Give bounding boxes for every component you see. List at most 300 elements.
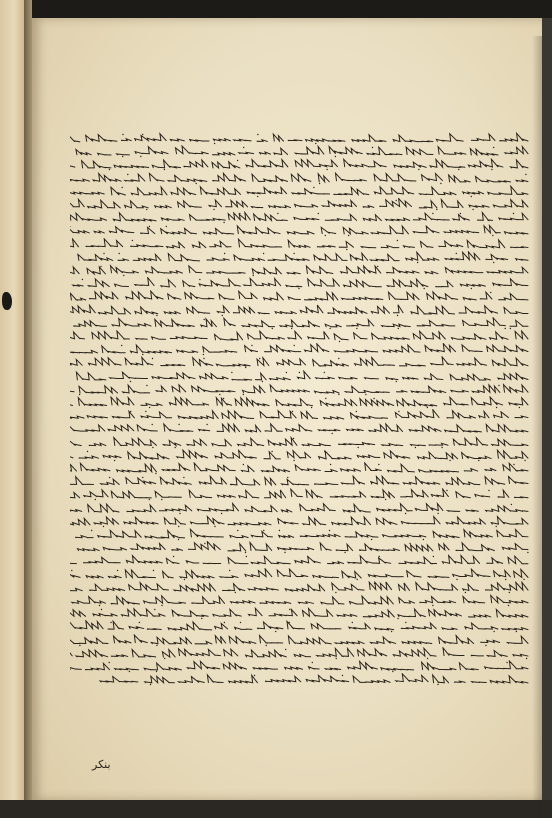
ink-word <box>485 661 528 669</box>
ink-word <box>332 517 371 525</box>
ink-word <box>299 602 314 604</box>
ink-dot <box>352 622 353 623</box>
ink-word <box>395 410 439 418</box>
ink-word <box>499 213 528 219</box>
ink-word <box>371 306 389 313</box>
ink-word <box>126 478 156 484</box>
ink-word <box>344 280 382 287</box>
ink-dot <box>342 675 343 676</box>
ink-word <box>243 386 266 393</box>
ink-word <box>339 241 354 247</box>
ink-dot <box>221 512 222 513</box>
ink-word <box>311 624 341 629</box>
ink-dot <box>214 143 215 144</box>
ink-word <box>117 154 130 155</box>
ink-word <box>446 517 485 524</box>
ink-dot <box>199 279 200 280</box>
ink-word <box>445 268 483 273</box>
ink-word <box>70 385 74 392</box>
ink-dot <box>339 341 340 342</box>
ink-word <box>239 239 282 247</box>
ink-word <box>446 478 480 485</box>
ink-word <box>144 663 181 670</box>
ink-stroke <box>70 528 530 541</box>
ink-word <box>287 232 314 235</box>
ink-word <box>516 180 528 182</box>
ink-word <box>207 675 223 683</box>
ink-word <box>480 640 499 642</box>
ink-word <box>492 439 528 445</box>
ink-word <box>505 147 528 154</box>
ink-word <box>438 147 466 155</box>
ink-word <box>381 668 414 670</box>
ink-word <box>111 655 128 656</box>
manuscript-line <box>70 132 530 145</box>
ink-stroke <box>70 211 530 224</box>
ink-word <box>177 350 198 352</box>
ink-word <box>140 228 155 234</box>
ink-word <box>257 140 268 142</box>
ink-dot <box>286 371 287 372</box>
ink-stroke <box>70 343 530 356</box>
ink-word <box>500 133 529 141</box>
ink-word <box>188 542 220 550</box>
ink-word <box>70 160 75 167</box>
ink-word <box>371 636 396 643</box>
ink-word <box>318 173 329 181</box>
ink-word <box>355 358 395 366</box>
ink-word <box>485 582 528 590</box>
ink-dot <box>82 279 83 280</box>
manuscript-line <box>70 436 530 449</box>
ink-stroke <box>70 264 530 277</box>
ink-word <box>345 386 389 392</box>
ink-word <box>471 655 484 656</box>
ink-word <box>427 292 458 300</box>
manuscript-line <box>70 304 530 317</box>
ink-word <box>83 558 120 564</box>
manuscript-line <box>70 330 530 343</box>
ink-word <box>164 311 180 313</box>
ink-word <box>129 627 144 629</box>
ink-word <box>346 319 374 325</box>
ink-word <box>338 442 375 444</box>
ink-word <box>161 280 176 287</box>
manuscript-line <box>70 158 530 171</box>
ink-word <box>200 373 229 378</box>
ink-word <box>439 635 474 643</box>
ink-dot <box>201 618 202 619</box>
ink-word <box>247 187 286 193</box>
ink-word <box>486 254 508 259</box>
ink-word <box>166 559 179 564</box>
ink-word <box>278 548 314 550</box>
ink-dot <box>405 512 406 513</box>
ink-word <box>358 649 387 656</box>
ink-word <box>399 583 410 591</box>
ink-dot <box>155 473 156 474</box>
ink-word <box>376 518 397 524</box>
ink-word <box>260 411 296 418</box>
ink-word <box>168 175 207 181</box>
ink-word <box>70 667 81 669</box>
ink-word <box>514 569 528 577</box>
ink-word <box>330 492 366 497</box>
ink-dot <box>203 358 204 359</box>
ink-word <box>485 469 496 471</box>
manuscript-line <box>70 515 530 528</box>
ink-word <box>422 173 443 180</box>
ink-word <box>125 201 149 208</box>
ink-dot <box>493 631 494 632</box>
ink-word <box>325 215 357 221</box>
ink-word <box>295 147 324 155</box>
ink-word <box>84 490 108 497</box>
ink-dot <box>100 266 101 267</box>
ink-word <box>170 397 209 405</box>
ink-dot <box>161 605 162 606</box>
ink-word <box>151 637 191 644</box>
ink-dot <box>374 583 375 584</box>
ink-word <box>168 253 199 260</box>
ink-word <box>308 279 340 286</box>
ink-dot <box>490 292 491 293</box>
ink-word <box>460 284 485 286</box>
ink-dot <box>87 451 88 452</box>
ink-word <box>399 364 425 366</box>
ink-word <box>316 377 335 378</box>
ink-word <box>280 320 319 327</box>
ink-word <box>149 173 164 181</box>
ink-word <box>350 253 367 260</box>
ink-word <box>321 228 336 234</box>
ink-word <box>325 470 338 472</box>
ink-word <box>417 320 455 325</box>
ink-word <box>242 466 255 472</box>
ink-word <box>155 206 172 208</box>
ink-word <box>192 386 235 392</box>
ink-word <box>444 397 468 405</box>
ink-word <box>220 575 238 577</box>
ink-word <box>319 451 352 459</box>
ink-word <box>315 390 340 393</box>
ink-word <box>294 654 310 656</box>
ink-word <box>477 213 492 221</box>
ink-dot <box>465 592 466 593</box>
ink-word <box>113 411 135 418</box>
ink-word <box>447 411 476 418</box>
ink-dot <box>122 156 123 157</box>
binding-gutter <box>24 0 32 800</box>
ink-word <box>70 347 97 353</box>
ink-word <box>445 252 480 260</box>
ink-word <box>209 200 221 207</box>
ink-word <box>285 584 324 590</box>
ink-word <box>479 412 489 418</box>
ink-word <box>416 582 458 590</box>
ink-dot <box>204 319 205 320</box>
ink-word <box>164 424 193 431</box>
ink-word <box>463 191 484 193</box>
ink-word <box>303 609 333 617</box>
ink-word <box>124 517 158 524</box>
ink-word <box>131 544 165 550</box>
ink-word <box>128 452 169 459</box>
ink-word <box>439 544 449 550</box>
ink-word <box>111 491 151 498</box>
ink-dot <box>398 328 399 329</box>
ink-dot <box>398 411 399 412</box>
ink-word <box>103 455 121 457</box>
ink-word <box>93 614 117 616</box>
ink-word <box>132 649 156 656</box>
ink-dot <box>346 248 347 249</box>
ink-dot <box>119 253 120 254</box>
ink-word <box>368 574 403 576</box>
ink-stroke <box>70 422 530 435</box>
ink-word <box>415 503 443 510</box>
ink-word <box>235 398 269 406</box>
ink-dot <box>161 499 162 500</box>
ink-dot <box>253 275 254 276</box>
ink-dot <box>311 407 312 408</box>
ink-word <box>510 246 528 247</box>
ink-word <box>228 558 248 564</box>
ink-word <box>171 187 196 194</box>
ink-word <box>270 385 309 392</box>
ink-dot <box>142 134 143 135</box>
ink-word <box>237 226 280 234</box>
ink-word <box>234 255 265 260</box>
ink-word <box>225 200 247 207</box>
ink-word <box>405 545 433 551</box>
ink-word <box>114 437 157 445</box>
manuscript-line <box>70 502 530 515</box>
ink-word <box>126 556 162 563</box>
ink-dot <box>478 460 479 461</box>
ink-word <box>170 337 207 339</box>
ink-word <box>381 245 399 247</box>
ink-word <box>76 150 91 155</box>
ink-word <box>497 450 528 458</box>
manuscript-line <box>70 541 530 554</box>
ink-word <box>484 226 500 233</box>
ink-word <box>454 681 465 682</box>
ink-word <box>406 252 439 260</box>
ink-word <box>200 187 240 195</box>
ink-word <box>164 518 185 524</box>
ink-dot <box>257 196 258 197</box>
ink-word <box>111 266 139 273</box>
ink-word <box>239 292 257 299</box>
ink-dot <box>348 235 349 236</box>
ink-word <box>320 399 357 405</box>
ink-dot <box>152 358 153 359</box>
ink-word <box>70 572 80 577</box>
ink-word <box>70 173 89 181</box>
ink-word <box>174 583 215 590</box>
ink-word <box>98 530 141 537</box>
ink-word <box>406 147 433 154</box>
ink-word <box>121 139 131 141</box>
ink-word <box>269 206 291 208</box>
ink-word <box>252 174 288 181</box>
ink-word <box>229 636 256 643</box>
ink-dot <box>196 182 197 183</box>
ink-word <box>203 229 233 235</box>
ink-word <box>163 440 180 445</box>
ink-dot <box>329 328 330 329</box>
ink-word <box>170 139 184 141</box>
ink-dot <box>146 209 147 210</box>
ink-word <box>352 135 386 142</box>
ink-dot <box>385 499 386 500</box>
ink-dot <box>427 407 428 408</box>
ink-word <box>431 357 453 365</box>
ink-word <box>288 635 331 643</box>
ink-stroke <box>70 396 530 409</box>
ink-word <box>141 412 172 418</box>
ink-dot <box>254 675 255 676</box>
manuscript-line <box>70 356 530 369</box>
ink-word <box>215 450 256 458</box>
ink-stroke <box>70 436 530 449</box>
ink-dot <box>154 609 155 610</box>
ink-word <box>282 480 309 485</box>
ink-word <box>288 331 301 339</box>
ink-word <box>463 318 506 326</box>
ink-word <box>167 242 185 248</box>
ink-dot <box>79 644 80 645</box>
ink-word <box>371 490 394 498</box>
ink-word <box>76 372 105 380</box>
ink-word <box>509 477 529 484</box>
ink-word <box>411 386 446 392</box>
ink-dot <box>335 592 336 593</box>
ink-word <box>273 134 283 141</box>
ink-word <box>422 662 456 669</box>
ink-word <box>131 345 172 353</box>
ink-word <box>491 516 528 524</box>
ink-word <box>189 266 202 273</box>
ink-word <box>320 543 331 550</box>
ink-stroke <box>70 238 530 251</box>
ink-word <box>504 307 528 313</box>
ink-dot <box>70 226 71 227</box>
ink-word <box>325 668 340 669</box>
ink-dot <box>178 424 179 425</box>
page-edge-shadow <box>532 36 542 818</box>
ink-word <box>228 544 246 551</box>
ink-word <box>509 398 528 405</box>
ink-word <box>344 160 386 167</box>
ink-word <box>403 377 418 379</box>
ink-word <box>472 682 487 683</box>
ink-dot <box>101 609 102 610</box>
ink-dot <box>492 235 493 236</box>
ink-dot <box>142 477 143 478</box>
ink-dot <box>325 235 326 236</box>
ink-word <box>334 187 369 194</box>
ink-word <box>498 491 509 498</box>
ink-word <box>78 398 106 406</box>
ink-word <box>398 609 425 617</box>
ink-word <box>401 623 436 629</box>
ink-word <box>206 271 245 273</box>
manuscript-line <box>70 238 530 251</box>
ink-word <box>459 305 498 312</box>
ink-word <box>456 543 495 551</box>
ink-word <box>249 608 262 615</box>
ink-word <box>89 358 122 365</box>
ink-word <box>382 324 411 327</box>
ink-word <box>511 160 528 168</box>
ink-word <box>493 200 528 207</box>
ink-word <box>462 452 492 458</box>
ink-dot <box>266 644 267 645</box>
ink-word <box>468 615 491 617</box>
ink-stroke <box>70 290 530 303</box>
ink-word <box>73 320 106 326</box>
binding-hole <box>2 292 12 310</box>
ink-word <box>108 425 134 431</box>
ink-word <box>212 173 245 181</box>
manuscript-line <box>70 343 530 356</box>
ink-stroke <box>70 172 530 185</box>
manuscript-line <box>70 594 530 607</box>
ink-word <box>212 162 240 168</box>
ink-word <box>111 187 126 195</box>
ink-stroke <box>70 317 530 330</box>
ink-word <box>246 650 287 657</box>
ink-word <box>425 344 455 352</box>
ink-word <box>466 510 478 511</box>
ink-word <box>70 332 85 339</box>
ink-dot <box>330 464 331 465</box>
ink-word <box>369 582 391 590</box>
ink-word <box>306 139 345 141</box>
ink-word <box>486 425 528 433</box>
ink-word <box>450 374 490 380</box>
ink-word <box>82 161 111 168</box>
ink-word <box>419 201 437 208</box>
manuscript-line <box>70 620 530 633</box>
ink-stroke <box>70 383 530 396</box>
ink-word <box>92 331 130 339</box>
ink-dot <box>149 499 150 500</box>
ink-word <box>111 596 140 604</box>
manuscript-line <box>70 475 530 488</box>
ink-word <box>471 397 502 405</box>
ink-word <box>213 609 241 616</box>
manuscript-line <box>70 488 530 501</box>
ink-word <box>246 160 288 167</box>
ink-word <box>448 510 460 511</box>
ink-word <box>354 333 367 339</box>
ink-word <box>274 148 288 154</box>
ink-word <box>260 601 291 603</box>
ink-word <box>222 411 254 419</box>
ink-word <box>276 399 313 406</box>
manuscript-line <box>70 528 530 541</box>
ink-dot <box>440 182 441 183</box>
ink-dot <box>291 328 292 329</box>
ink-word <box>464 530 492 537</box>
ink-stroke <box>70 594 530 607</box>
ink-word <box>399 598 415 603</box>
ink-word <box>180 570 214 577</box>
ink-word <box>334 334 348 340</box>
